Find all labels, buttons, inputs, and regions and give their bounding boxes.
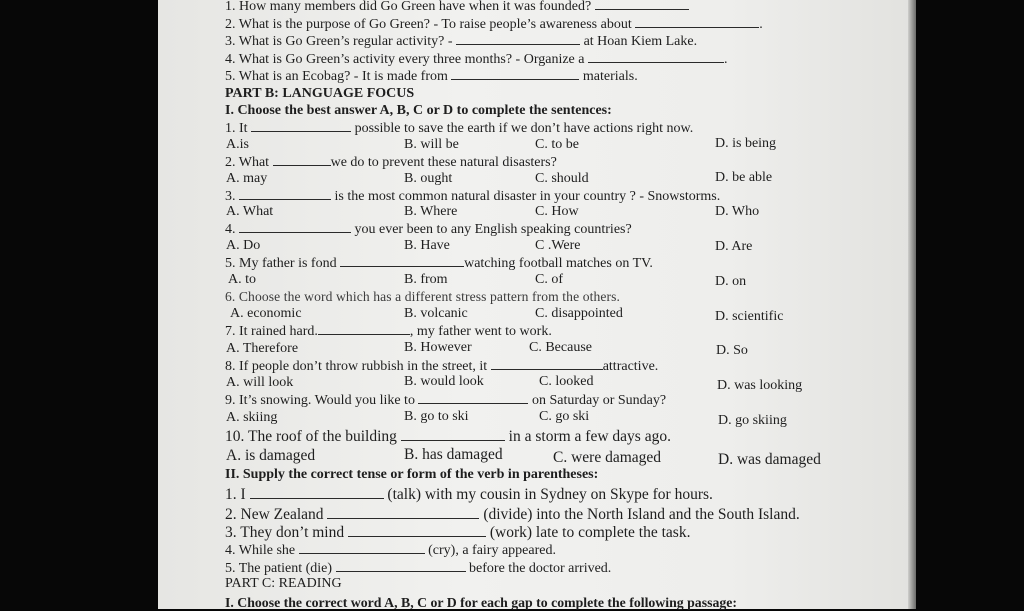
reading-question: 4. What is Go Green’s activity every three months? - Organize a . xyxy=(225,52,728,67)
section-i-title: I. Choose the best answer A, B, C or D to complete the sentences: xyxy=(225,103,612,118)
option-a: A. will look xyxy=(226,375,294,390)
option-c: C .Were xyxy=(535,238,581,253)
verb-item: 4. While she (cry), a fairy appeared. xyxy=(225,543,556,558)
option-d: D. Who xyxy=(715,204,760,219)
option-a: A. Therefore xyxy=(226,341,299,356)
option-c: C. looked xyxy=(539,374,594,389)
option-c: C. Because xyxy=(529,340,592,355)
question-stem: 7. It rained hard. , my father went to work. xyxy=(225,324,552,339)
reading-question: 5. What is an Ecobag? - It is made from materials. xyxy=(225,69,638,84)
section-ii-title: II. Supply the correct tense or form of the verb in parentheses: xyxy=(225,467,599,482)
option-b: B. will be xyxy=(404,137,459,152)
question-stem: 3. is the most common natural disaster in your country ? - Snowstorms. xyxy=(225,189,721,204)
option-b: B. However xyxy=(404,340,472,355)
option-d: D. scientific xyxy=(715,309,784,324)
option-b: B. has damaged xyxy=(404,446,503,463)
part-b-title: PART B: LANGUAGE FOCUS xyxy=(225,86,415,101)
verb-item: 1. I (talk) with my cousin in Sydney on Skype for hours. xyxy=(225,486,713,503)
option-d: D. on xyxy=(715,274,747,289)
question-stem: 2. What we do to prevent these natural disasters? xyxy=(225,155,557,170)
option-a: A. economic xyxy=(230,306,302,321)
option-a: A. may xyxy=(226,171,268,186)
question-stem: 10. The roof of the building in a storm a few days ago. xyxy=(225,428,671,445)
option-a: A. Do xyxy=(226,238,261,253)
option-d: D. So xyxy=(716,343,748,358)
question-stem: 1. It possible to save the earth if we don’t have actions right now. xyxy=(225,121,694,136)
option-d: D. is being xyxy=(715,136,777,151)
option-d: D. be able xyxy=(715,170,773,185)
option-c: C. go ski xyxy=(539,409,590,424)
option-a: A.is xyxy=(226,137,249,152)
option-b: B. go to ski xyxy=(404,409,469,424)
option-a: A. to xyxy=(228,272,256,287)
option-b: B. Where xyxy=(404,204,458,219)
option-d: D. was damaged xyxy=(718,451,821,468)
option-c: C. to be xyxy=(535,137,579,152)
question-stem: 4. you ever been to any English speaking countries? xyxy=(225,222,632,237)
option-c: C. should xyxy=(535,171,589,186)
reading-question: 1. How many members did Go Green have when it was founded? xyxy=(225,0,689,14)
question-stem: 6. Choose the word which has a different stress pattern from the others. xyxy=(225,289,621,304)
option-b: B. volcanic xyxy=(404,306,468,321)
option-b: B. from xyxy=(404,272,448,287)
part-c-section-i-title: I. Choose the correct word A, B, C or D for each gap to complete the following passage: xyxy=(225,595,737,610)
reading-question: 2. What is the purpose of Go Green? - To raise people’s awareness about . xyxy=(225,17,763,32)
reading-question: 3. What is Go Green’s regular activity? - at Hoan Kiem Lake. xyxy=(225,34,698,49)
page-edge-shadow xyxy=(908,0,916,609)
question-stem: 8. If people don’t throw rubbish in the street, it attractive. xyxy=(225,359,659,374)
option-b: B. would look xyxy=(404,374,484,389)
part-c-title: PART C: READING xyxy=(225,576,342,591)
option-c: C. of xyxy=(535,272,563,287)
option-d: D. go skiing xyxy=(718,413,787,428)
question-stem: 9. It’s snowing. Would you like to on Saturday or Sunday? xyxy=(225,393,667,408)
question-stem: 5. My father is fond watching football matches on TV. xyxy=(225,256,653,271)
option-c: C. How xyxy=(535,204,579,219)
verb-item: 2. New Zealand (divide) into the North Island and the South Island. xyxy=(225,506,800,523)
option-c: C. were damaged xyxy=(553,449,662,466)
option-a: A. skiing xyxy=(226,410,278,425)
option-c: C. disappointed xyxy=(535,306,623,321)
option-d: D. was looking xyxy=(717,378,803,393)
option-d: D. Are xyxy=(715,239,753,254)
option-b: B. ought xyxy=(404,171,453,186)
option-a: A. is damaged xyxy=(226,447,316,464)
option-b: B. Have xyxy=(404,238,450,253)
option-a: A. What xyxy=(226,204,274,219)
verb-item: 5. The patient (die) before the doctor arrived. xyxy=(225,561,612,576)
verb-item: 3. They don’t mind (work) late to complete the task. xyxy=(225,524,691,541)
